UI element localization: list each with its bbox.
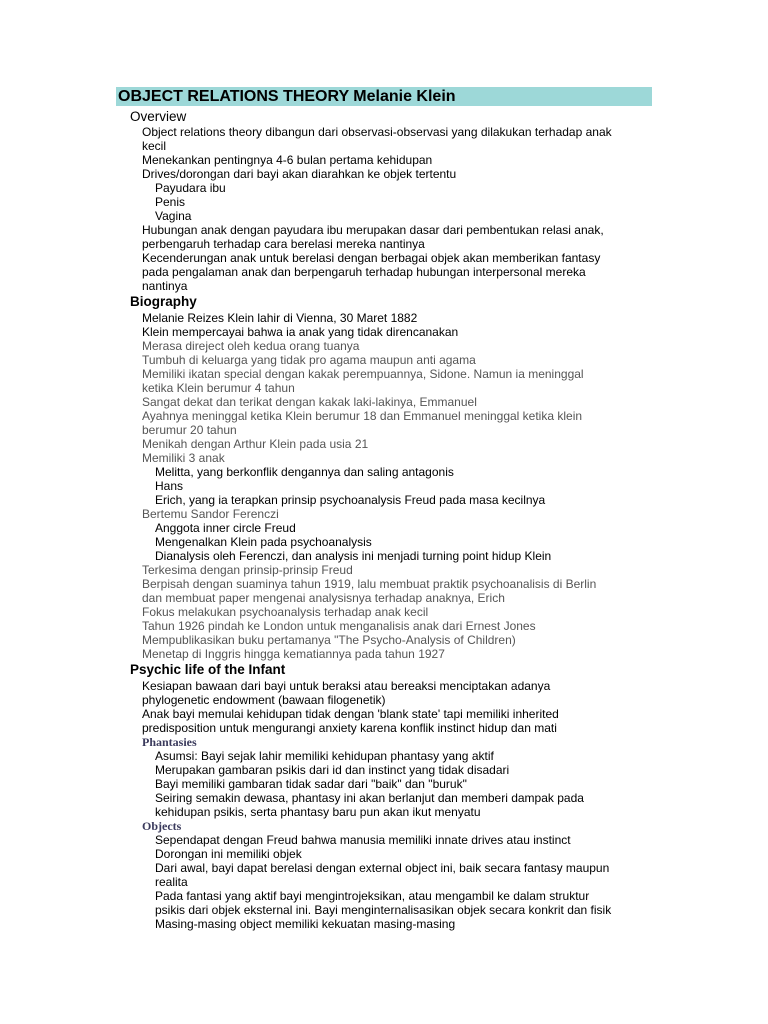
list-item: berumur 20 tahun: [142, 423, 237, 437]
list-item: Memiliki 3 anak: [142, 451, 225, 465]
sub-list-item: Bayi memiliki gambaran tidak sadar dari "baik" dan "buruk": [155, 777, 467, 791]
subsection-heading: Objects: [142, 819, 182, 833]
list-item: kecil: [142, 139, 167, 153]
sub-list-item: psikis dari objek eksternal ini. Bayi menginternalisasikan objek secara konkrit dan fisik: [155, 903, 612, 917]
sub-list-item: Masing-masing object memiliki kekuatan masing-masing: [155, 917, 456, 931]
list-item: Menikah dengan Arthur Klein pada usia 21: [142, 437, 369, 451]
sub-list-item: kehidupan psikis, serta phantasy baru pun akan ikut menyatu: [155, 805, 481, 819]
list-item: Anak bayi memulai kehidupan tidak dengan 'blank state' tapi memiliki inherited: [142, 707, 559, 721]
sub-list-item: Payudara ibu: [155, 181, 226, 195]
sub-list-item: Dari awal, bayi dapat berelasi dengan external object ini, baik secara fantasy maupun: [155, 861, 610, 875]
sub-list-item: Pada fantasi yang aktif bayi mengintrojeksikan, atau mengambil ke dalam struktur: [155, 889, 590, 903]
sub-list-item: Penis: [155, 195, 186, 209]
list-item: Menekankan pentingnya 4-6 bulan pertama kehidupan: [142, 153, 433, 167]
sub-list-item: Mengenalkan Klein pada psychoanalysis: [155, 535, 372, 549]
list-item: nantinya: [142, 279, 188, 293]
sub-list-item: Dorongan ini memiliki objek: [155, 847, 302, 861]
list-item: Memiliki ikatan special dengan kakak perempuannya, Sidone. Namun ia meninggal: [142, 367, 584, 381]
list-item: Drives/dorongan dari bayi akan diarahkan ke objek tertentu: [142, 167, 457, 181]
sub-list-item: Merupakan gambaran psikis dari id dan instinct yang tidak disadari: [155, 763, 510, 777]
list-item: Berpisah dengan suaminya tahun 1919, lalu membuat praktik psychoanalisis di Berlin: [142, 577, 597, 591]
document-body: [0, 109, 768, 931]
list-item: dan membuat paper mengenai analysisnya terhadap anaknya, Erich: [142, 591, 505, 605]
list-item: Tahun 1926 pindah ke London untuk menganalisis anak dari Ernest Jones: [142, 619, 536, 633]
document-title: OBJECT RELATIONS THEORY Melanie Klein: [118, 88, 456, 105]
list-item: Kesiapan bawaan dari bayi untuk beraksi atau bereaksi menciptakan adanya: [142, 679, 551, 693]
list-item: pada pengalaman anak dan berpengaruh terhadap hubungan interpersonal mereka: [142, 265, 586, 279]
list-item: Fokus melakukan psychoanalysis terhadap anak kecil: [142, 605, 429, 619]
list-item: perbengaruh terhadap cara berelasi mereka nantinya: [142, 237, 425, 251]
sub-list-item: Dianalysis oleh Ferenczi, dan analysis ini menjadi turning point hidup Klein: [155, 549, 552, 563]
list-item: Klein mempercayai bahwa ia anak yang tidak direncanakan: [142, 325, 459, 339]
section-heading: Overview: [130, 109, 187, 124]
list-item: Merasa direject oleh kedua orang tuanya: [142, 339, 360, 353]
list-item: Object relations theory dibangun dari observasi-observasi yang dilakukan terhadap anak: [142, 125, 612, 139]
section-heading: Biography: [130, 294, 197, 309]
section-heading: Psychic life of the Infant: [130, 662, 286, 677]
list-item: Bertemu Sandor Ferenczi: [142, 507, 279, 521]
sub-list-item: Vagina: [155, 209, 192, 223]
list-item: phylogenetic endowment (bawaan filogenetik): [142, 693, 386, 707]
list-item: Ayahnya meninggal ketika Klein berumur 18 dan Emmanuel meninggal ketika klein: [142, 409, 583, 423]
list-item: Hubungan anak dengan payudara ibu merupakan dasar dari pembentukan relasi anak,: [142, 223, 604, 237]
sub-list-item: Hans: [155, 479, 184, 493]
list-item: Mempublikasikan buku pertamanya "The Psycho-Analysis of Children): [142, 633, 516, 647]
sub-list-item: realita: [155, 875, 188, 889]
list-item: Terkesima dengan prinsip-prinsip Freud: [142, 563, 353, 577]
sub-list-item: Sependapat dengan Freud bahwa manusia memiliki innate drives atau instinct: [155, 833, 571, 847]
sub-list-item: Melitta, yang berkonflik dengannya dan saling antagonis: [155, 465, 454, 479]
subsection-heading: Phantasies: [142, 735, 197, 749]
list-item: Tumbuh di keluarga yang tidak pro agama maupun anti agama: [142, 353, 476, 367]
sub-list-item: Seiring semakin dewasa, phantasy ini akan berlanjut dan memberi dampak pada: [155, 791, 584, 805]
list-item: ketika Klein berumur 4 tahun: [142, 381, 295, 395]
list-item: Sangat dekat dan terikat dengan kakak laki-lakinya, Emmanuel: [142, 395, 477, 409]
list-item: Melanie Reizes Klein lahir di Vienna, 30 Maret 1882: [142, 311, 418, 325]
sub-list-item: Asumsi: Bayi sejak lahir memiliki kehidupan phantasy yang aktif: [155, 749, 494, 763]
list-item: Kecenderungan anak untuk berelasi dengan berbagai objek akan memberikan fantasy: [142, 251, 601, 265]
sub-list-item: Anggota inner circle Freud: [155, 521, 296, 535]
sub-list-item: Erich, yang ia terapkan prinsip psychoanalysis Freud pada masa kecilnya: [155, 493, 546, 507]
list-item: Menetap di Inggris hingga kematiannya pada tahun 1927: [142, 647, 445, 661]
list-item: predisposition untuk mengurangi anxiety karena konflik instinct hidup dan mati: [142, 721, 557, 735]
